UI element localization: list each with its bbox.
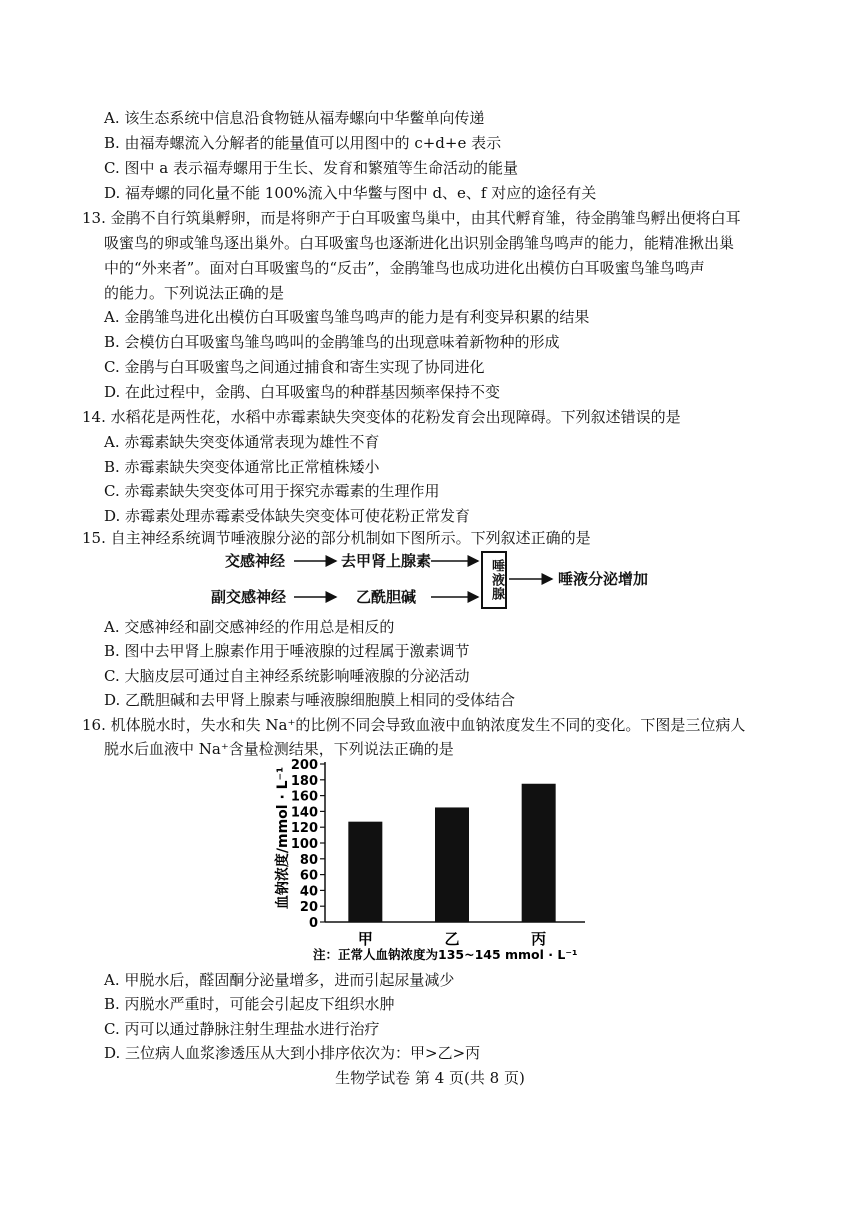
q12-option-c: C. 图中 a 表示福寿螺用于生长、发育和繁殖等生命活动的能量 (104, 159, 518, 177)
q15-stem: 15. 自主神经系统调节唾液腺分泌的部分机制如下图所示。下列叙述正确的是 (82, 529, 591, 547)
q14-option-c: C. 赤霉素缺失突变体可用于探究赤霉素的生理作用 (104, 482, 440, 500)
saliva-secretion-increase-label: 唾液分泌增加 (558, 570, 649, 588)
y-tick-label: 160 (290, 789, 318, 805)
q14-option-d: D. 赤霉素处理赤霉素受体缺失突变体可使花粉正常发育 (104, 507, 471, 525)
q15-option-c: C. 大脑皮层可通过自主神经系统影响唾液腺的分泌活动 (104, 667, 470, 685)
x-category-label: 乙 (444, 930, 460, 948)
y-tick-label: 0 (308, 916, 318, 931)
y-tick-label: 20 (299, 900, 318, 916)
q16-option-d: D. 三位病人血浆渗透压从大到小排序依次为：甲>乙>丙 (104, 1044, 481, 1062)
q13-stem-line-4: 的能力。下列说法正确的是 (104, 284, 285, 302)
q15-option-a: A. 交感神经和副交感神经的作用总是相反的 (104, 618, 395, 636)
q16-stem-line-1: 16. 机体脱水时，失水和失 Na⁺的比例不同会导致血液中血钠浓度发生不同的变化。下图是三位病人 (82, 716, 746, 734)
norepinephrine-label: 去甲肾上腺素 (341, 552, 432, 570)
q15-option-d: D. 乙酰胆碱和去甲肾上腺素与唾液腺细胞膜上相同的受体结合 (104, 691, 516, 709)
bar-2 (435, 807, 469, 922)
y-tick-label: 100 (290, 837, 318, 852)
chart-note: 注：正常人血钠浓度为135~145 mmol · L⁻¹ (313, 947, 578, 962)
salivary-gland-box: 唾液腺 (481, 551, 507, 609)
y-tick-label: 120 (290, 821, 318, 837)
q15-option-b: B. 图中去甲肾上腺素作用于唾液腺的过程属于激素调节 (104, 642, 470, 660)
q14-option-b: B. 赤霉素缺失突变体通常比正常植株矮小 (104, 458, 380, 476)
q14-option-a: A. 赤霉素缺失突变体通常表现为雄性不育 (104, 433, 380, 451)
q16-option-c: C. 丙可以通过静脉注射生理盐水进行治疗 (104, 1020, 380, 1038)
q13-stem-line-2: 吸蜜鸟的卵或雏鸟逐出巢外。白耳吸蜜鸟也逐渐进化出识别金鹃雏鸟鸣声的能力，能精准揪出巢 (104, 234, 735, 252)
nervous-system-diagram (200, 545, 680, 610)
q13-option-c: C. 金鹃与白耳吸蜜鸟之间通过捕食和寄生实现了协同进化 (104, 358, 485, 376)
y-tick-label: 200 (290, 758, 318, 773)
y-tick-label: 60 (299, 868, 318, 884)
y-tick-label: 180 (290, 773, 318, 789)
q13-stem-line-1: 13. 金鹃不自行筑巢孵卵，而是将卵产于白耳吸蜜鸟巢中，由其代孵育雏，待金鹃雏鸟孵出便将白耳 (82, 209, 741, 227)
page-footer: 生物学试卷 第 4 页(共 8 页) (335, 1069, 525, 1087)
sodium-bar-chart (265, 756, 595, 966)
bar-1 (348, 822, 382, 922)
y-tick-label: 40 (299, 884, 318, 900)
q16-stem-line-2: 脱水后血液中 Na⁺含量检测结果，下列说法正确的是 (104, 740, 454, 758)
q12-option-d: D. 福寿螺的同化量不能 100%流入中华鳖与图中 d、e、f 对应的途径有关 (104, 184, 597, 202)
q12-option-a: A. 该生态系统中信息沿食物链从福寿螺向中华鳖单向传递 (104, 109, 485, 127)
q14-stem: 14. 水稻花是两性花，水稻中赤霉素缺失突变体的花粉发育会出现障碍。下列叙述错误的是 (82, 408, 681, 426)
x-category-label: 丙 (531, 930, 547, 948)
q12-option-b: B. 由福寿螺流入分解者的能量值可以用图中的 c+d+e 表示 (104, 134, 502, 152)
bar-3 (522, 784, 556, 922)
acetylcholine-label: 乙酰胆碱 (356, 588, 417, 606)
y-axis-label: 血钠浓度/mmol · L⁻¹ (275, 766, 291, 910)
q13-option-b: B. 会模仿白耳吸蜜鸟雏鸟鸣叫的金鹃雏鸟的出现意味着新物种的形成 (104, 333, 560, 351)
q13-stem-line-3: 中的“外来者”。面对白耳吸蜜鸟的“反击”，金鹃雏鸟也成功进化出模仿白耳吸蜜鸟雏鸟鸣声 (104, 259, 705, 277)
y-tick-label: 140 (290, 805, 318, 821)
sympathetic-nerve-label: 交感神经 (225, 552, 286, 570)
q16-option-a: A. 甲脱水后，醛固酮分泌量增多，进而引起尿量减少 (104, 971, 455, 989)
diagram-arrows (200, 545, 680, 610)
q16-option-b: B. 丙脱水严重时，可能会引起皮下组织水肿 (104, 995, 395, 1013)
q13-option-a: A. 金鹃雏鸟进化出模仿白耳吸蜜鸟雏鸟鸣声的能力是有利变异积累的结果 (104, 308, 590, 326)
q13-option-d: D. 在此过程中，金鹃、白耳吸蜜鸟的种群基因频率保持不变 (104, 383, 501, 401)
x-category-label: 甲 (357, 930, 373, 948)
y-axis-label-group (274, 767, 291, 909)
y-tick-label: 80 (299, 852, 318, 868)
parasympathetic-nerve-label: 副交感神经 (211, 588, 287, 606)
